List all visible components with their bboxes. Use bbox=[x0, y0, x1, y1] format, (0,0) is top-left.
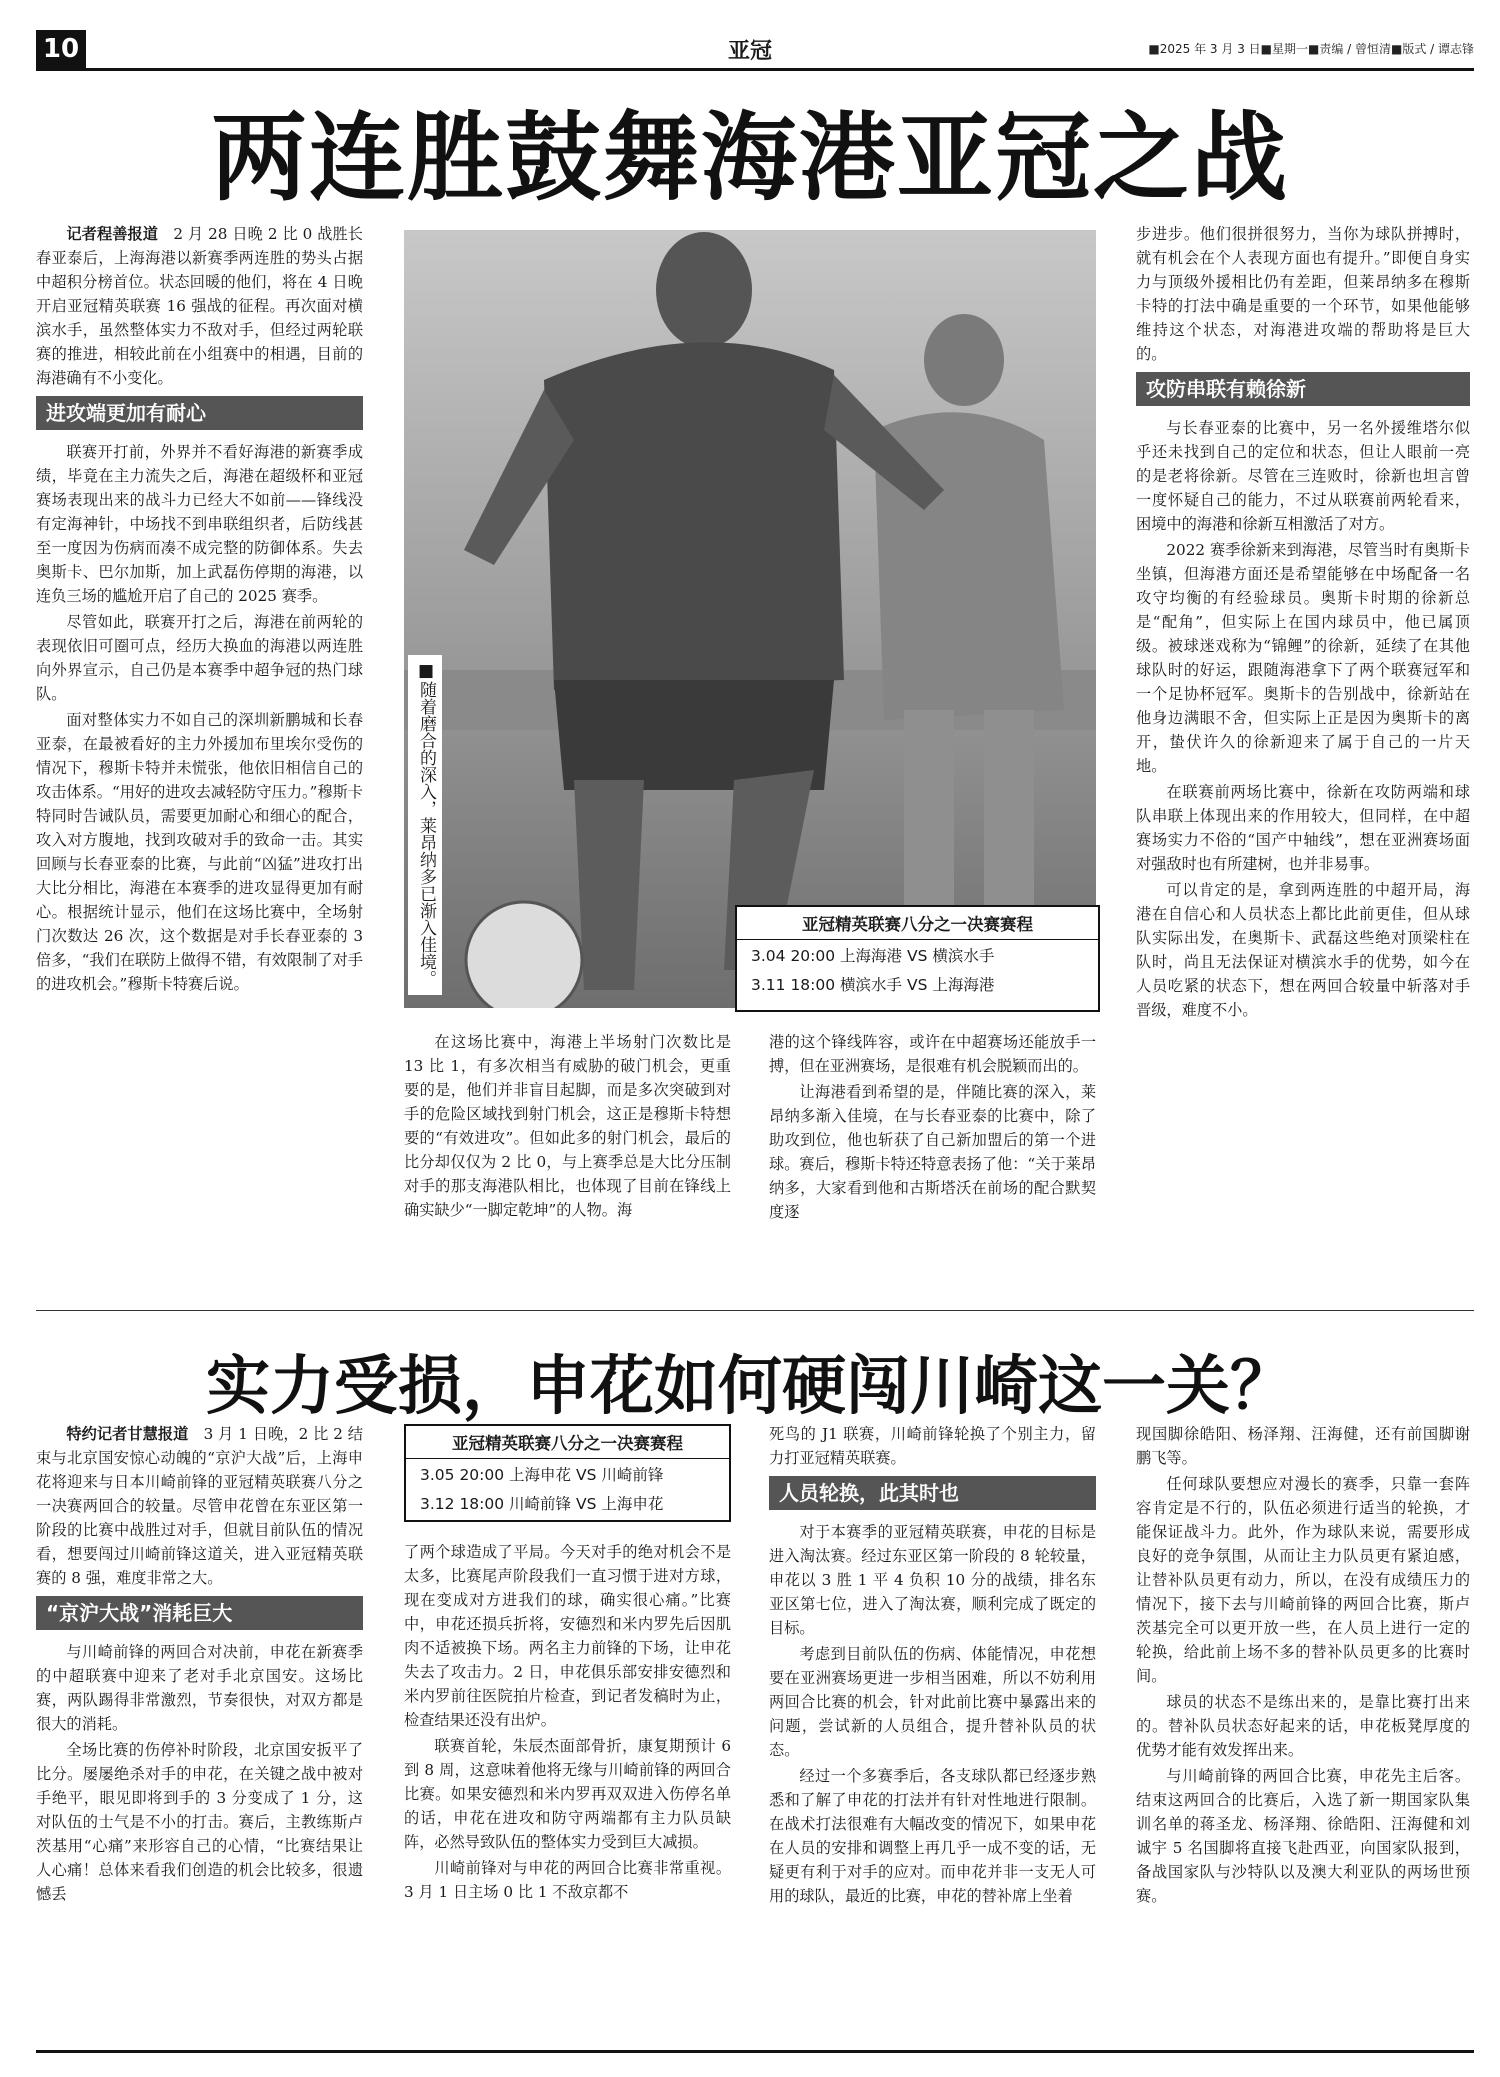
paragraph: 经过一个多赛季后，各支球队都已经逐步熟悉和了解了申花的打法并有针对性地进行限制。在战术打法很难有大幅改变的情况下，如果申花在人员的安排和调整上再几乎一成不变的话，无疑更有利于对手的应对。而申花并非一支无人可用的球队，最近的比赛，申花的替补席上坐着 bbox=[769, 1767, 1096, 1905]
article1-headline: 两连胜鼓舞海港亚冠之战 bbox=[211, 102, 1289, 214]
paragraph: 在联赛前两场比赛中，徐新在攻防两端和球队串联上体现出来的作用较大，但同样，在中超赛场实力不俗的“国产中轴线”，想在亚洲赛场面对强敌时也有所建树，也并非易事。 bbox=[1136, 783, 1470, 873]
paragraph: 联赛首轮，朱辰杰面部骨折，康复期预计 6 到 8 周，这意味着他将无缘与川崎前锋的两回合比赛。如果安德烈和米内罗再双双进入伤停名单的话，申花在进攻和防守两端都有主力队员缺阵，必然导致队伍的整体实力受到巨大减损。 bbox=[404, 1737, 731, 1851]
paragraph: 联赛开打前，外界并不看好海港的新赛季成绩，毕竟在主力流失之后，海港在超级杯和亚冠赛场表现出来的战斗力已经大不如前——锋线没有定海神针，中场找不到串联组织者，后防线甚至一度因为伤病而凑不成完整的防御体系。失去奥斯卡、巴尔加斯，加上武磊伤停期的海港，以连负三场的尴尬开启了自己的 2025 赛季。 bbox=[36, 443, 363, 605]
schedule-row: 3.11 18:00 横滨水手 VS 上海海港 bbox=[751, 976, 995, 994]
paragraph: 让海港看到希望的是，伴随比赛的深入，莱昂纳多渐入佳境，在与长春亚泰的比赛中，除了助攻到位，他也斩获了自己新加盟后的第一个进球。赛后，穆斯卡特还特意表扬了他：“关于莱昂纳多，大家看到他和古斯塔沃在前场的配合默契度逐 bbox=[769, 1083, 1096, 1221]
paragraph: 与长春亚泰的比赛中，另一名外援维塔尔似乎还未找到自己的定位和状态，但让人眼前一亮的是老将徐新。尽管在三连败时，徐新也坦言曾一度怀疑自己的能力，不过从联赛前两轮看来，困境中的海港和徐新互相激活了对方。 bbox=[1136, 419, 1470, 533]
paragraph: 球员的状态不是练出来的，是靠比赛打出来的。替补队员状态好起来的话，申花板凳厚度的优势才能有效发挥出来。 bbox=[1136, 1693, 1470, 1759]
article1-intro bbox=[36, 222, 363, 390]
footer-rule bbox=[36, 2050, 1474, 2053]
schedule-row: 3.04 20:00 上海海港 VS 横滨水手 bbox=[751, 947, 995, 965]
article2-intro bbox=[36, 1422, 363, 1590]
article1-column-2 bbox=[404, 1030, 731, 1300]
paragraph: 考虑到目前队伍的伤病、体能情况，申花想要在亚洲赛场更进一步相当困难，所以不妨利用两回合比赛的机会，针对此前比赛中暴露出来的问题，尝试新的人员组合，提升替补队员的状态。 bbox=[769, 1645, 1096, 1759]
article2-headline: 实力受损，申花如何硬闯川崎这一关？ bbox=[206, 1350, 1294, 1424]
section-title: 亚冠 bbox=[727, 39, 772, 64]
article1-byline: 记者程善报道 bbox=[66, 225, 159, 243]
paragraph: 在这场比赛中，海港上半场射门次数比是 13 比 1，有多次相当有威胁的破门机会，更重要的是，他们并非盲目起脚，而是多次突破到对手的危险区域找到射门机会，这正是穆斯卡特想要的“有效进攻”。但如此多的射门机会，最后的比分却仅仅为 2 比 0，与上赛季总是大比分压制对手的那支海港队相比，也体现了目前在锋线上确实缺少“一脚定乾坤”的人物。海 bbox=[404, 1033, 731, 1219]
paragraph: 港的这个锋线阵容，或许在中超赛场还能放手一搏，但在亚洲赛场，是很难有机会脱颖而出的。 bbox=[769, 1033, 1096, 1075]
paragraph: 全场比赛的伤停补时阶段，北京国安扳平了比分。屡屡绝杀对手的申花，在关键之战中被对手绝平，眼见即将到手的 3 分变成了 1 分，这对队伍的士气是不小的打击。赛后，主教练斯卢茨基用“心痛”来形容自己的心情，“比赛结果让人心痛！总体来看我们创造的机会比较多，很遗憾丢 bbox=[36, 1741, 363, 1903]
paragraph: 面对整体实力不如自己的深圳新鹏城和长春亚泰，在最被看好的主力外援加布里埃尔受伤的情况下，穆斯卡特并未慌张，他依旧相信自己的攻击体系。“用好的进攻去减轻防守压力。”穆斯卡特同时告诫队员，需要更加耐心和细心的配合，攻入对方腹地，找到攻破对手的致命一击。其实回顾与长春亚泰的比赛，与此前“凶猛”进攻打出大比分相比，海港在本赛季的进攻显得更加有耐心。根据统计显示，他们在这场比赛中，全场射门次数达 26 次，这个数据是对手长春亚泰的 3 倍多，“我们在联防上做得不错，有效限制了对手的进攻机会。”穆斯卡特赛后说。 bbox=[36, 711, 363, 993]
article2-byline: 特约记者甘慧报道 bbox=[66, 1425, 189, 1443]
photo-caption: ■随着磨合的深入，莱昂纳多已渐入佳境。 bbox=[408, 655, 442, 995]
page-meta: ■2025 年 3 月 3 日■星期一■责编 / 曾恒清■版式 / 谭志锋 bbox=[1148, 42, 1474, 56]
article-divider bbox=[36, 1310, 1474, 1311]
paragraph: 任何球队要想应对漫长的赛季，只靠一套阵容肯定是不行的，队伍必须进行适当的轮换，才能保证战斗力。此外，作为球队来说，需要形成良好的竞争氛围，从而让主力队员更有紧迫感，让替补队员更有动力，所以，在没有成绩压力的情况下，接下去与川崎前锋的两回合比赛，斯卢茨基完全可以更开放一些，在人员上进行一定的轮换，给此前上场不多的替补队员更多的比赛时间。 bbox=[1136, 1475, 1470, 1685]
paragraph: 与川崎前锋的两回合对决前，申花在新赛季的中超联赛中迎来了老对手北京国安。这场比赛，两队踢得非常激烈，节奏很快，对双方都是很大的消耗。 bbox=[36, 1643, 363, 1733]
article2-schedule-box bbox=[404, 1424, 731, 1522]
article2-column-4 bbox=[1136, 1422, 1470, 2047]
article2-subheading-2: 人员轮换，此其时也 bbox=[769, 1476, 1096, 1510]
paragraph: 2022 赛季徐新来到海港，尽管当时有奥斯卡坐镇，但海港方面还是希望能够在中场配备一名攻守均衡的有经验球员。奥斯卡时期的徐新总是“配角”，但实际上在国内球员中，他已属顶级。被球迷戏称为“锦鲤”的徐新，延续了在其他球队时的好运，跟随海港拿下了两个联赛冠军和一个足协杯冠军。奥斯卡的告别战中，徐新站在他身边满眼不舍，但实际上正是因为奥斯卡的离开，蛰伏许久的徐新迎来了属于自己的一片天地。 bbox=[1136, 541, 1470, 775]
article2-subheading-1: “京沪大战”消耗巨大 bbox=[36, 1596, 363, 1630]
article1-subheading-1: 进攻端更加有耐心 bbox=[36, 396, 363, 430]
article1-column-4 bbox=[1136, 222, 1470, 1297]
article1-column-1 bbox=[36, 222, 363, 1297]
paragraph: 与川崎前锋的两回合比赛，申花先主后客。结束这两回合的比赛后，入选了新一期国家队集训名单的蒋圣龙、杨泽翔、徐皓阳、汪海健和刘诚宇 5 名国脚将直接飞赴西亚，向国家队报到，备战国家队与沙特队以及澳大利亚队的两场世预赛。 bbox=[1136, 1767, 1470, 1905]
paragraph: 现国脚徐皓阳、杨泽翔、汪海健，还有前国脚谢鹏飞等。 bbox=[1136, 1425, 1470, 1467]
paragraph: 步进步。他们很拼很努力，当你为球队拼搏时，就有机会在个人表现方面也有提升。”即便自身实力与顶级外援相比仍有差距，但莱昂纳多在穆斯卡特的打法中确是重要的一个环节，如果他能够维持这个状态，对海港进攻端的帮助将是巨大的。 bbox=[1136, 225, 1470, 363]
player-photo-illustration bbox=[404, 230, 1096, 1008]
header-rule bbox=[36, 68, 1474, 71]
article2-column-3 bbox=[769, 1422, 1096, 2047]
schedule-row: 3.05 20:00 上海申花 VS 川崎前锋 bbox=[420, 1466, 664, 1484]
article2-column-2 bbox=[404, 1540, 731, 2047]
paragraph: 了两个球造成了平局。今天对手的绝对机会不是太多，比赛尾声阶段我们一直习惯于进对方球，现在变成对方进我们的球，确实很心痛。”比赛中，申花还损兵折将，安德烈和米内罗先后因肌肉不适被换下场。两名主力前锋的下场，让申花失去了攻击力。2 日，申花俱乐部安排安德烈和米内罗前往医院拍片检查，到记者发稿时为止，检查结果还没有出炉。 bbox=[404, 1543, 731, 1729]
schedule-title: 亚冠精英联赛八分之一决赛赛程 bbox=[737, 907, 1098, 940]
article1-subheading-2: 攻防串联有赖徐新 bbox=[1136, 372, 1470, 406]
paragraph: 对于本赛季的亚冠精英联赛，申花的目标是进入淘汰赛。经过东亚区第一阶段的 8 轮较量，申花以 3 胜 1 平 4 负积 10 分的战绩，排名东亚区第七位，进入了淘汰赛，顺利完成了既定的目标。 bbox=[769, 1523, 1096, 1637]
article1-schedule-box bbox=[735, 905, 1100, 1012]
article1-column-3 bbox=[769, 1030, 1096, 1300]
article2-intro-text: 3 月 1 日晚，2 比 2 结束与北京国安惊心动魄的“京沪大战”后，上海申花将迎来与日本川崎前锋的亚冠精英联赛八分之一决赛两回合的较量。尽管申花曾在东亚区第一阶段的比赛中战胜过对手，但就目前队伍的情况看，想要闯过川崎前锋这道关，进入亚冠精英联赛的 8 强，难度非常之大。 bbox=[36, 1425, 363, 1587]
paragraph: 川崎前锋对与申花的两回合比赛非常重视。3 月 1 日主场 0 比 1 不敌京都不 bbox=[404, 1859, 731, 1901]
paragraph: 尽管如此，联赛开打之后，海港在前两轮的表现依旧可圈可点，经历大换血的海港以两连胜向外界宣示，自己仍是本赛季中超争冠的热门球队。 bbox=[36, 613, 363, 703]
article2-column-1 bbox=[36, 1422, 363, 2047]
article1-intro-text: 2 月 28 日晚 2 比 0 战胜长春亚泰后，上海海港以新赛季两连胜的势头占据中超积分榜首位。状态回暖的他们，将在 4 日晚开启亚冠精英联赛 16 强战的征程。再次面对横滨水手，虽然整体实力不敌对手，但经过两轮联赛的推进，相较此前在小组赛中的相遇，目前的海港确有不小变化。 bbox=[36, 225, 363, 387]
paragraph: 可以肯定的是，拿到两连胜的中超开局，海港在自信心和人员状态上都比此前更佳，但从球队实际出发，在奥斯卡、武磊这些绝对顶梁柱在队时，尚且无法保证对横滨水手的优势，如今在人员吃紧的状态下，想在两回合较量中斩落对手晋级，难度不小。 bbox=[1136, 881, 1470, 1019]
paragraph: 死鸟的 J1 联赛，川崎前锋轮换了个别主力，留力打亚冠精英联赛。 bbox=[769, 1425, 1096, 1467]
schedule-title: 亚冠精英联赛八分之一决赛赛程 bbox=[406, 1426, 729, 1459]
player-photo bbox=[404, 230, 1096, 1008]
schedule-row: 3.12 18:00 川崎前锋 VS 上海申花 bbox=[420, 1495, 664, 1513]
page-number: 10 bbox=[36, 30, 86, 68]
